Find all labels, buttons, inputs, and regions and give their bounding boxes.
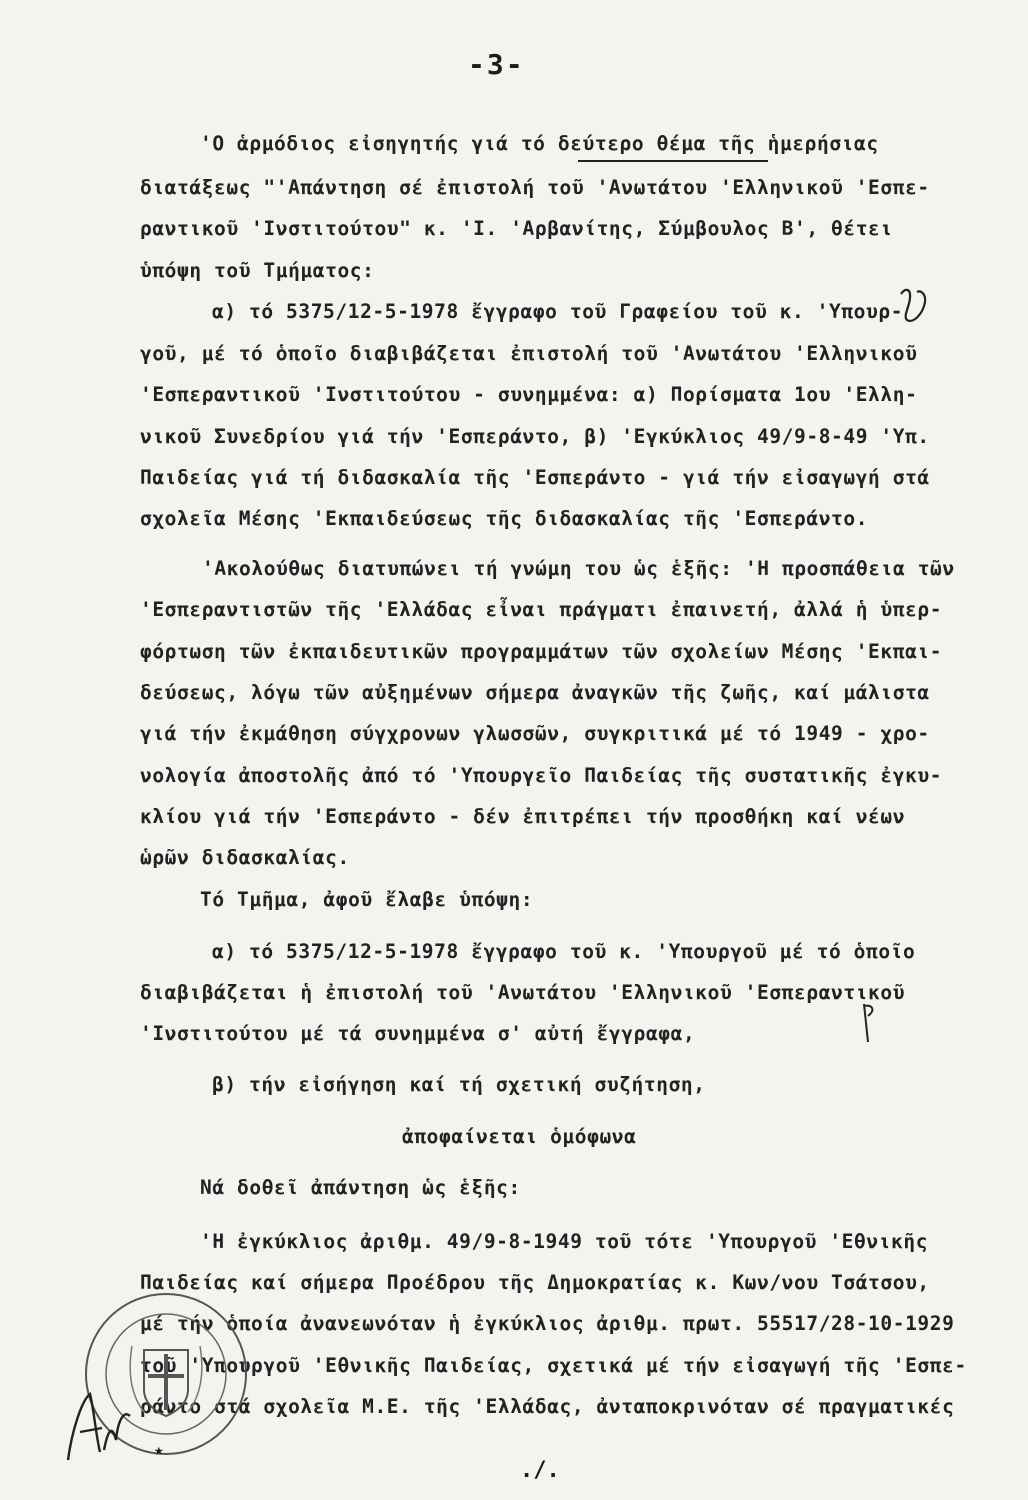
handwritten-signature-icon	[60, 1380, 140, 1470]
text-line: 'Ακολούθως διατυπώνει τή γνώμη του ὡς ἑξῆς: 'Η προσπάθεια τῶν	[202, 557, 955, 580]
text-line: φόρτωση τῶν ἐκπαιδευτικῶν προγραμμάτων τῶν σχολείων Μέσης 'Εκπαι-	[140, 640, 943, 663]
text-line: νολογία ἀποστολῆς ἀπό τό 'Υπουργεῖο Παιδείας τῆς συστατικῆς ἐγκυ-	[140, 764, 943, 787]
text-line: σχολεῖα Μέσης 'Εκπαιδεύσεως τῆς διδασκαλίας τῆς 'Εσπεράντο.	[140, 507, 869, 530]
text-line: Τό Τμῆμα, ἀφοῦ ἔλαβε ὑπόψη:	[200, 888, 534, 911]
text-line: α) τό 5375/12-5-1978 ἔγγραφο τοῦ κ. 'Υπουργοῦ μέ τό ὁποῖο	[212, 940, 916, 963]
text-line: α) τό 5375/12-5-1978 ἔγγραφο τοῦ Γραφείου τοῦ κ. 'Υπουρ-	[212, 300, 904, 323]
continuation-mark: ./.	[520, 1458, 560, 1483]
text-line: γιά τήν ἐκμάθηση σύγχρονων γλωσσῶν, συγκριτικά μέ τό 1949 - χρο-	[140, 722, 930, 745]
text-line: διαβιβάζεται ἡ ἐπιστολή τοῦ 'Ανωτάτου 'Ελληνικοῦ 'Εσπεραντικοῦ	[140, 981, 906, 1004]
text-line: 'Η ἐγκύκλιος ἀριθμ. 49/9-8-1949 τοῦ τότε 'Υπουργοῦ 'Εθνικῆς	[200, 1230, 929, 1253]
text-line: Παιδείας γιά τή διδασκαλία τῆς 'Εσπεράντο - γιά τήν εἰσαγωγή στά	[140, 466, 930, 489]
text-line: 'Ινστιτούτου μέ τά συνημμένα σ' αὐτή ἔγγραφα,	[140, 1022, 696, 1045]
text-line: Παιδείας καί σήμερα Προέδρου τῆς Δημοκρατίας κ. Κων/νου Τσάτσου,	[140, 1271, 930, 1294]
text-line: δεύσεως, λόγω τῶν αὐξημένων σήμερα ἀναγκῶν τῆς ζωῆς, καί μάλιστα	[140, 681, 930, 704]
text-line: ὡρῶν διδασκαλίας.	[140, 846, 350, 869]
underline	[578, 160, 768, 162]
text-line: 'Ο ἁρμόδιος εἰσηγητής γιά τό δεύτερο θέμα τῆς ἡμερήσιας	[200, 132, 879, 155]
text-line: β) τήν εἰσήγηση καί τή σχετική συζήτηση,	[212, 1073, 706, 1096]
handwritten-mark-icon	[858, 1000, 880, 1044]
text-line: γοῦ, μέ τό ὁποῖο διαβιβάζεται ἐπιστολή τοῦ 'Ανωτάτου 'Ελληνικοῦ	[140, 342, 918, 365]
text-line: μέ τήν ὁποία ἀνανεωνόταν ἡ ἐγκύκλιος ἀριθμ. πρωτ. 55517/28-10-1929	[140, 1312, 955, 1335]
text-line: νικοῦ Συνεδρίου γιά τήν 'Εσπεράντο, β) 'Εγκύκλιος 49/9-8-49 'Υπ.	[140, 425, 930, 448]
handwritten-correction-icon	[895, 284, 935, 328]
text-line: ράντο στά σχολεῖα Μ.Ε. τῆς 'Ελλάδας, ἀνταποκρινόταν σέ πραγματικές	[140, 1395, 955, 1418]
text-line: τοῦ 'Υπουργοῦ 'Εθνικῆς Παιδείας, σχετικά μέ τήν εἰσαγωγή τῆς 'Εσπε-	[140, 1354, 967, 1377]
text-line: διατάξεως "'Απάντηση σέ ἐπιστολή τοῦ 'Ανωτάτου 'Ελληνικοῦ 'Εσπε-	[140, 176, 930, 199]
star-icon: ★	[154, 1440, 164, 1459]
text-line: κλίου γιά τήν 'Εσπεράντο - δέν ἐπιτρέπει τήν προσθήκη καί νέων	[140, 805, 906, 828]
text-line: ραντικοῦ 'Ινστιτούτου" κ. 'Ι. 'Αρβανίτης, Σύμβουλος Β', θέτει	[140, 217, 893, 240]
text-line: ὑπόψη τοῦ Τμήματος:	[140, 259, 375, 282]
decision-heading: ἀποφαίνεται ὁμόφωνα	[402, 1125, 637, 1148]
text-line: Νά δοθεῖ ἀπάντηση ὡς ἑξῆς:	[200, 1176, 521, 1199]
text-line: 'Εσπεραντικοῦ 'Ινστιτούτου - συνημμένα: α) Πορίσματα 1ου 'Ελλη-	[140, 383, 918, 406]
page-number: -3-	[468, 48, 525, 81]
text-line: 'Εσπεραντιστῶν τῆς 'Ελλάδας εἶναι πράγματι ἐπαινετή, ἀλλά ἡ ὑπερ-	[140, 598, 943, 621]
